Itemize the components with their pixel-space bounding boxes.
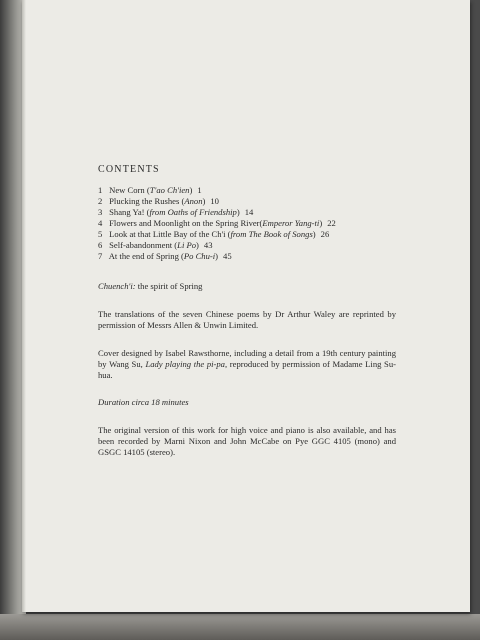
toc-number: 5 (98, 229, 103, 239)
toc-title-close: ) (215, 251, 219, 261)
toc-item (98, 196, 396, 207)
toc-item (98, 240, 396, 251)
cover-credit (98, 348, 396, 381)
work-title: Chuench'i: (98, 281, 136, 291)
toc-item (98, 185, 396, 196)
toc-title: At the end of Spring ( (108, 251, 184, 261)
toc-title: Plucking the Rushes ( (109, 196, 185, 206)
toc-source: from The Book of Songs (230, 229, 313, 239)
toc-number: 4 (98, 218, 103, 228)
cover-credit-text: Cover designed by Isabel Rawsthorne, including a detail from a 19th century painting by Wang Su, (98, 348, 396, 369)
toc-title-close: ) (196, 240, 199, 250)
toc-number: 1 (98, 185, 103, 195)
toc-page-number: 10 (210, 196, 219, 206)
toc-page-number: 14 (244, 207, 254, 217)
toc-title-close: ) (189, 185, 193, 195)
toc-source: from Oaths of Friendship (149, 207, 237, 217)
toc-title: New Corn ( (109, 185, 150, 195)
toc-page-number: 22 (327, 218, 336, 228)
toc-item (98, 207, 396, 218)
page-content (98, 164, 396, 458)
duration-note: Duration circa 18 minutes (98, 397, 189, 407)
toc-page-number: 26 (320, 229, 330, 239)
toc-title: Flowers and Moonlight on the Spring River( (109, 218, 263, 228)
toc-title: Look at that Little Bay of the Ch'i ( (109, 229, 231, 239)
toc-page-number: 1 (197, 185, 202, 195)
table-of-contents (98, 185, 396, 262)
document-page (22, 0, 470, 612)
translations-credit: The translations of the seven Chinese poems by Dr Arthur Waley are reprinted by permission of Messrs Allen & Unwin Limited. (98, 309, 396, 330)
toc-title-close: ) (312, 229, 316, 239)
toc-page-number: 43 (203, 240, 213, 250)
toc-title-close: ) (319, 218, 323, 228)
toc-title: Self-abandonment ( (109, 240, 178, 250)
toc-title-close: ) (236, 207, 240, 217)
toc-number: 6 (98, 240, 103, 250)
toc-source: Li Po (177, 240, 197, 250)
toc-number: 7 (98, 251, 103, 261)
cover-credit-text-end: , reproduced by permission of Madame Ling Su-hua. (98, 359, 396, 380)
painting-title: Lady playing the pi-pa (145, 359, 225, 369)
original-version-note: The original version of this work for high voice and piano is also available, and has been recorded by Marni Nixon and John McCabe on Pye GGC 4105 (mono) and GSGC 14105 (stereo). (98, 425, 396, 457)
toc-source: Anon (184, 196, 203, 206)
toc-source: Po Chu-i (183, 251, 216, 261)
work-subtitle-text: the spirit of Spring (135, 281, 203, 291)
toc-item (98, 229, 396, 240)
toc-page-number: 45 (223, 251, 232, 261)
contents-heading: CONTENTS (98, 164, 160, 175)
toc-title-close: ) (202, 196, 206, 206)
toc-item (98, 218, 396, 229)
toc-source: T'ao Ch'ien (149, 185, 190, 195)
toc-source: Emperor Yang-ti (262, 218, 320, 228)
toc-number: 3 (98, 207, 103, 217)
background-bottom (0, 614, 480, 640)
toc-item (98, 251, 396, 262)
toc-number: 2 (98, 196, 103, 206)
toc-title: Shang Ya! ( (109, 207, 150, 217)
work-subtitle (98, 281, 396, 292)
page-spine-shadow (22, 0, 26, 612)
